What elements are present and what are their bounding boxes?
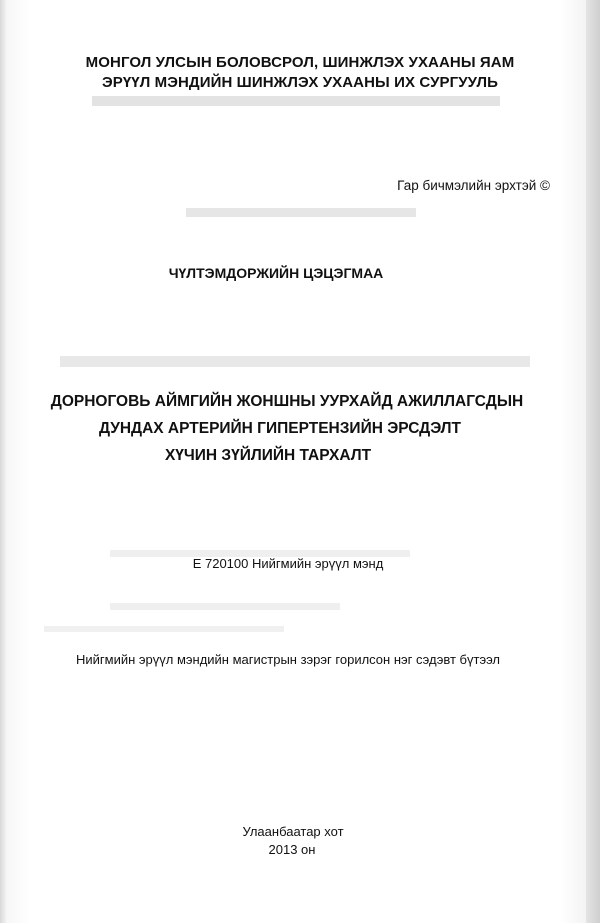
specialty-code: Е 720100 Нийгмийн эрүүл мэнд	[192, 556, 384, 571]
bleed-through-mark	[60, 356, 530, 367]
thesis-title-line-3: ХҮЧИН ЗҮЙЛИЙН ТАРХАЛТ	[164, 447, 372, 464]
city: Улаанбаатар хот	[242, 824, 344, 839]
bleed-through-mark	[92, 96, 500, 106]
institution-line-2: ЭРҮҮЛ МЭНДИЙН ШИНЖЛЭХ УХААНЫ ИХ СУРГУУЛЬ	[101, 74, 499, 91]
copyright-note: Гар бичмэлийн эрхтэй ©	[397, 178, 550, 193]
scan-right-edge	[586, 0, 600, 923]
degree-statement: Нийгмийн эрүүл мэндийн магистрын зэрэг горилсон нэг сэдэвт бүтээл	[75, 652, 501, 667]
author-name: ЧҮЛТЭМДОРЖИЙН ЦЭЦЭГМАА	[168, 265, 384, 281]
bleed-through-mark	[110, 603, 340, 610]
bleed-through-mark	[186, 208, 416, 217]
thesis-title-line-1: ДОРНОГОВЬ АЙМГИЙН ЖОНШНЫ УУРХАЙД АЖИЛЛАГСДЫН	[50, 393, 524, 410]
bleed-through-mark	[44, 626, 284, 632]
year: 2013 он	[268, 842, 316, 857]
thesis-title-line-2: ДУНДАХ АРТЕРИЙН ГИПЕРТЕНЗИЙН ЭРСДЭЛТ	[98, 420, 462, 437]
institution-line-1: МОНГОЛ УЛСЫН БОЛОВСРОЛ, ШИНЖЛЭХ УХААНЫ ЯАМ	[85, 54, 515, 71]
